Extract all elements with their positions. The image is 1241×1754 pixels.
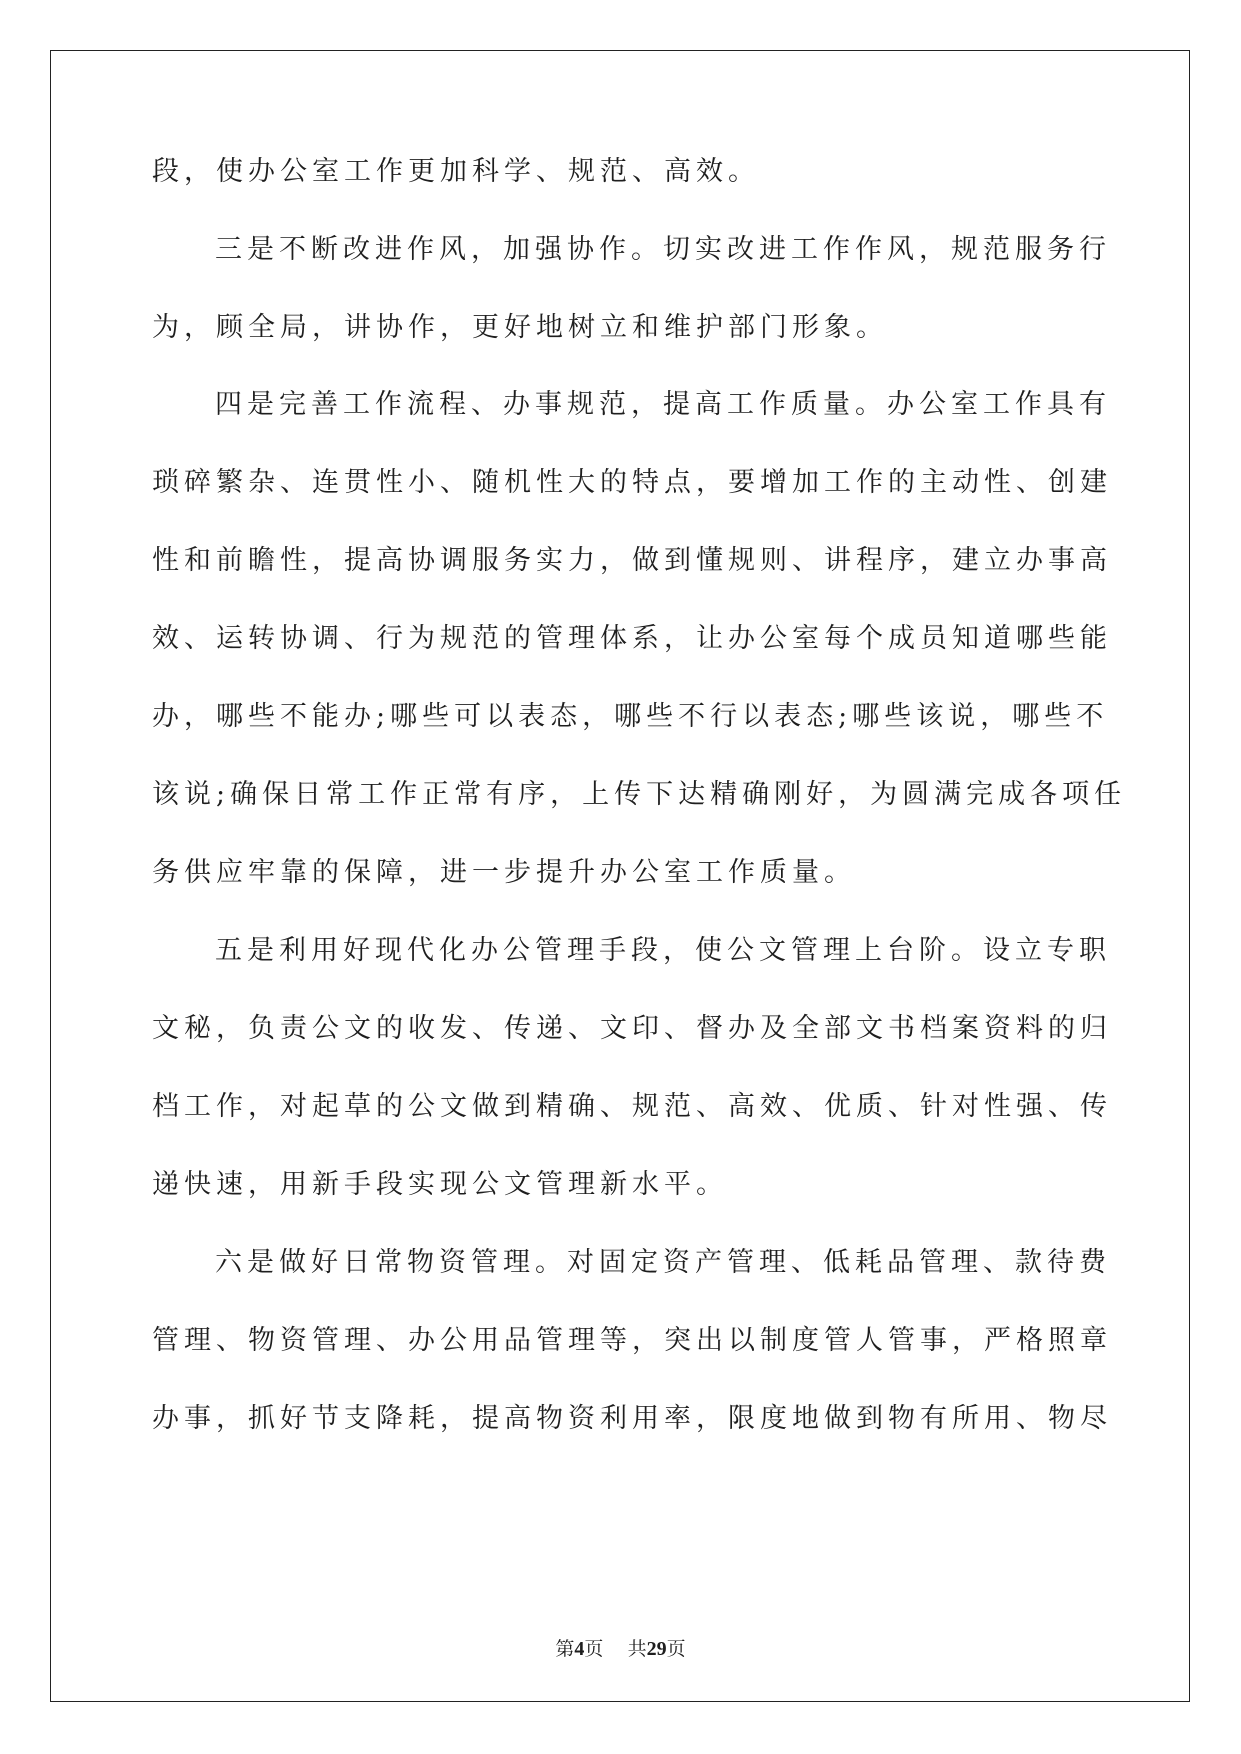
text-line: 管理、物资管理、办公用品管理等，突出以制度管人管事，严格照章: [152, 1325, 1112, 1356]
text-line: 办，哪些不能办;哪些可以表态，哪些不行以表态;哪些该说，哪些不: [152, 701, 1109, 732]
text-line: 段，使办公室工作更加科学、规范、高效。: [152, 156, 760, 187]
footer-total-pages: 29: [646, 1638, 667, 1660]
text-line: 六是做好日常物资管理。对固定资产管理、低耗品管理、款待费: [215, 1247, 1111, 1278]
footer-page-suffix: 页: [584, 1638, 604, 1660]
footer-total-prefix: 共: [627, 1638, 647, 1660]
text-line: 办事，抓好节支降耗，提高物资利用率，限度地做到物有所用、物尽: [152, 1403, 1112, 1434]
page-footer: [0, 1634, 1241, 1661]
paragraph-1: [152, 133, 1092, 211]
text-line: 琐碎繁杂、连贯性小、随机性大的特点，要增加工作的主动性、创建: [152, 467, 1112, 498]
text-line: 为，顾全局，讲协作，更好地树立和维护部门形象。: [152, 312, 888, 343]
text-line: 四是完善工作流程、办事规范，提高工作质量。办公室工作具有: [215, 389, 1111, 420]
paragraph-4: [152, 912, 1112, 1224]
text-line: 务供应牢靠的保障，进一步提升办公室工作质量。: [152, 857, 856, 888]
footer-total-suffix: 页: [666, 1638, 686, 1660]
text-line: 三是不断改进作风，加强协作。切实改进工作作风，规范服务行: [215, 234, 1111, 265]
text-line: 档工作，对起草的公文做到精确、规范、高效、优质、针对性强、传: [152, 1091, 1112, 1122]
footer-page-number: 4: [574, 1638, 585, 1660]
footer-prefix: 第: [555, 1638, 575, 1660]
text-line: 五是利用好现代化办公管理手段，使公文管理上台阶。设立专职: [215, 935, 1111, 966]
text-line: 性和前瞻性，提高协调服务实力，做到懂规则、讲程序，建立办事高: [152, 545, 1112, 576]
paragraph-3: [152, 366, 1127, 912]
text-line: 递快速，用新手段实现公文管理新水平。: [152, 1169, 728, 1200]
text-line: 文秘，负责公文的收发、传递、文印、督办及全部文书档案资料的归: [152, 1013, 1112, 1044]
paragraph-2: [152, 211, 1111, 367]
text-line: 该说;确保日常工作正常有序，上传下达精确刚好，为圆满完成各项任: [152, 779, 1127, 810]
paragraph-5: [152, 1224, 1112, 1458]
text-line: 效、运转协调、行为规范的管理体系，让办公室每个成员知道哪些能: [152, 623, 1112, 654]
